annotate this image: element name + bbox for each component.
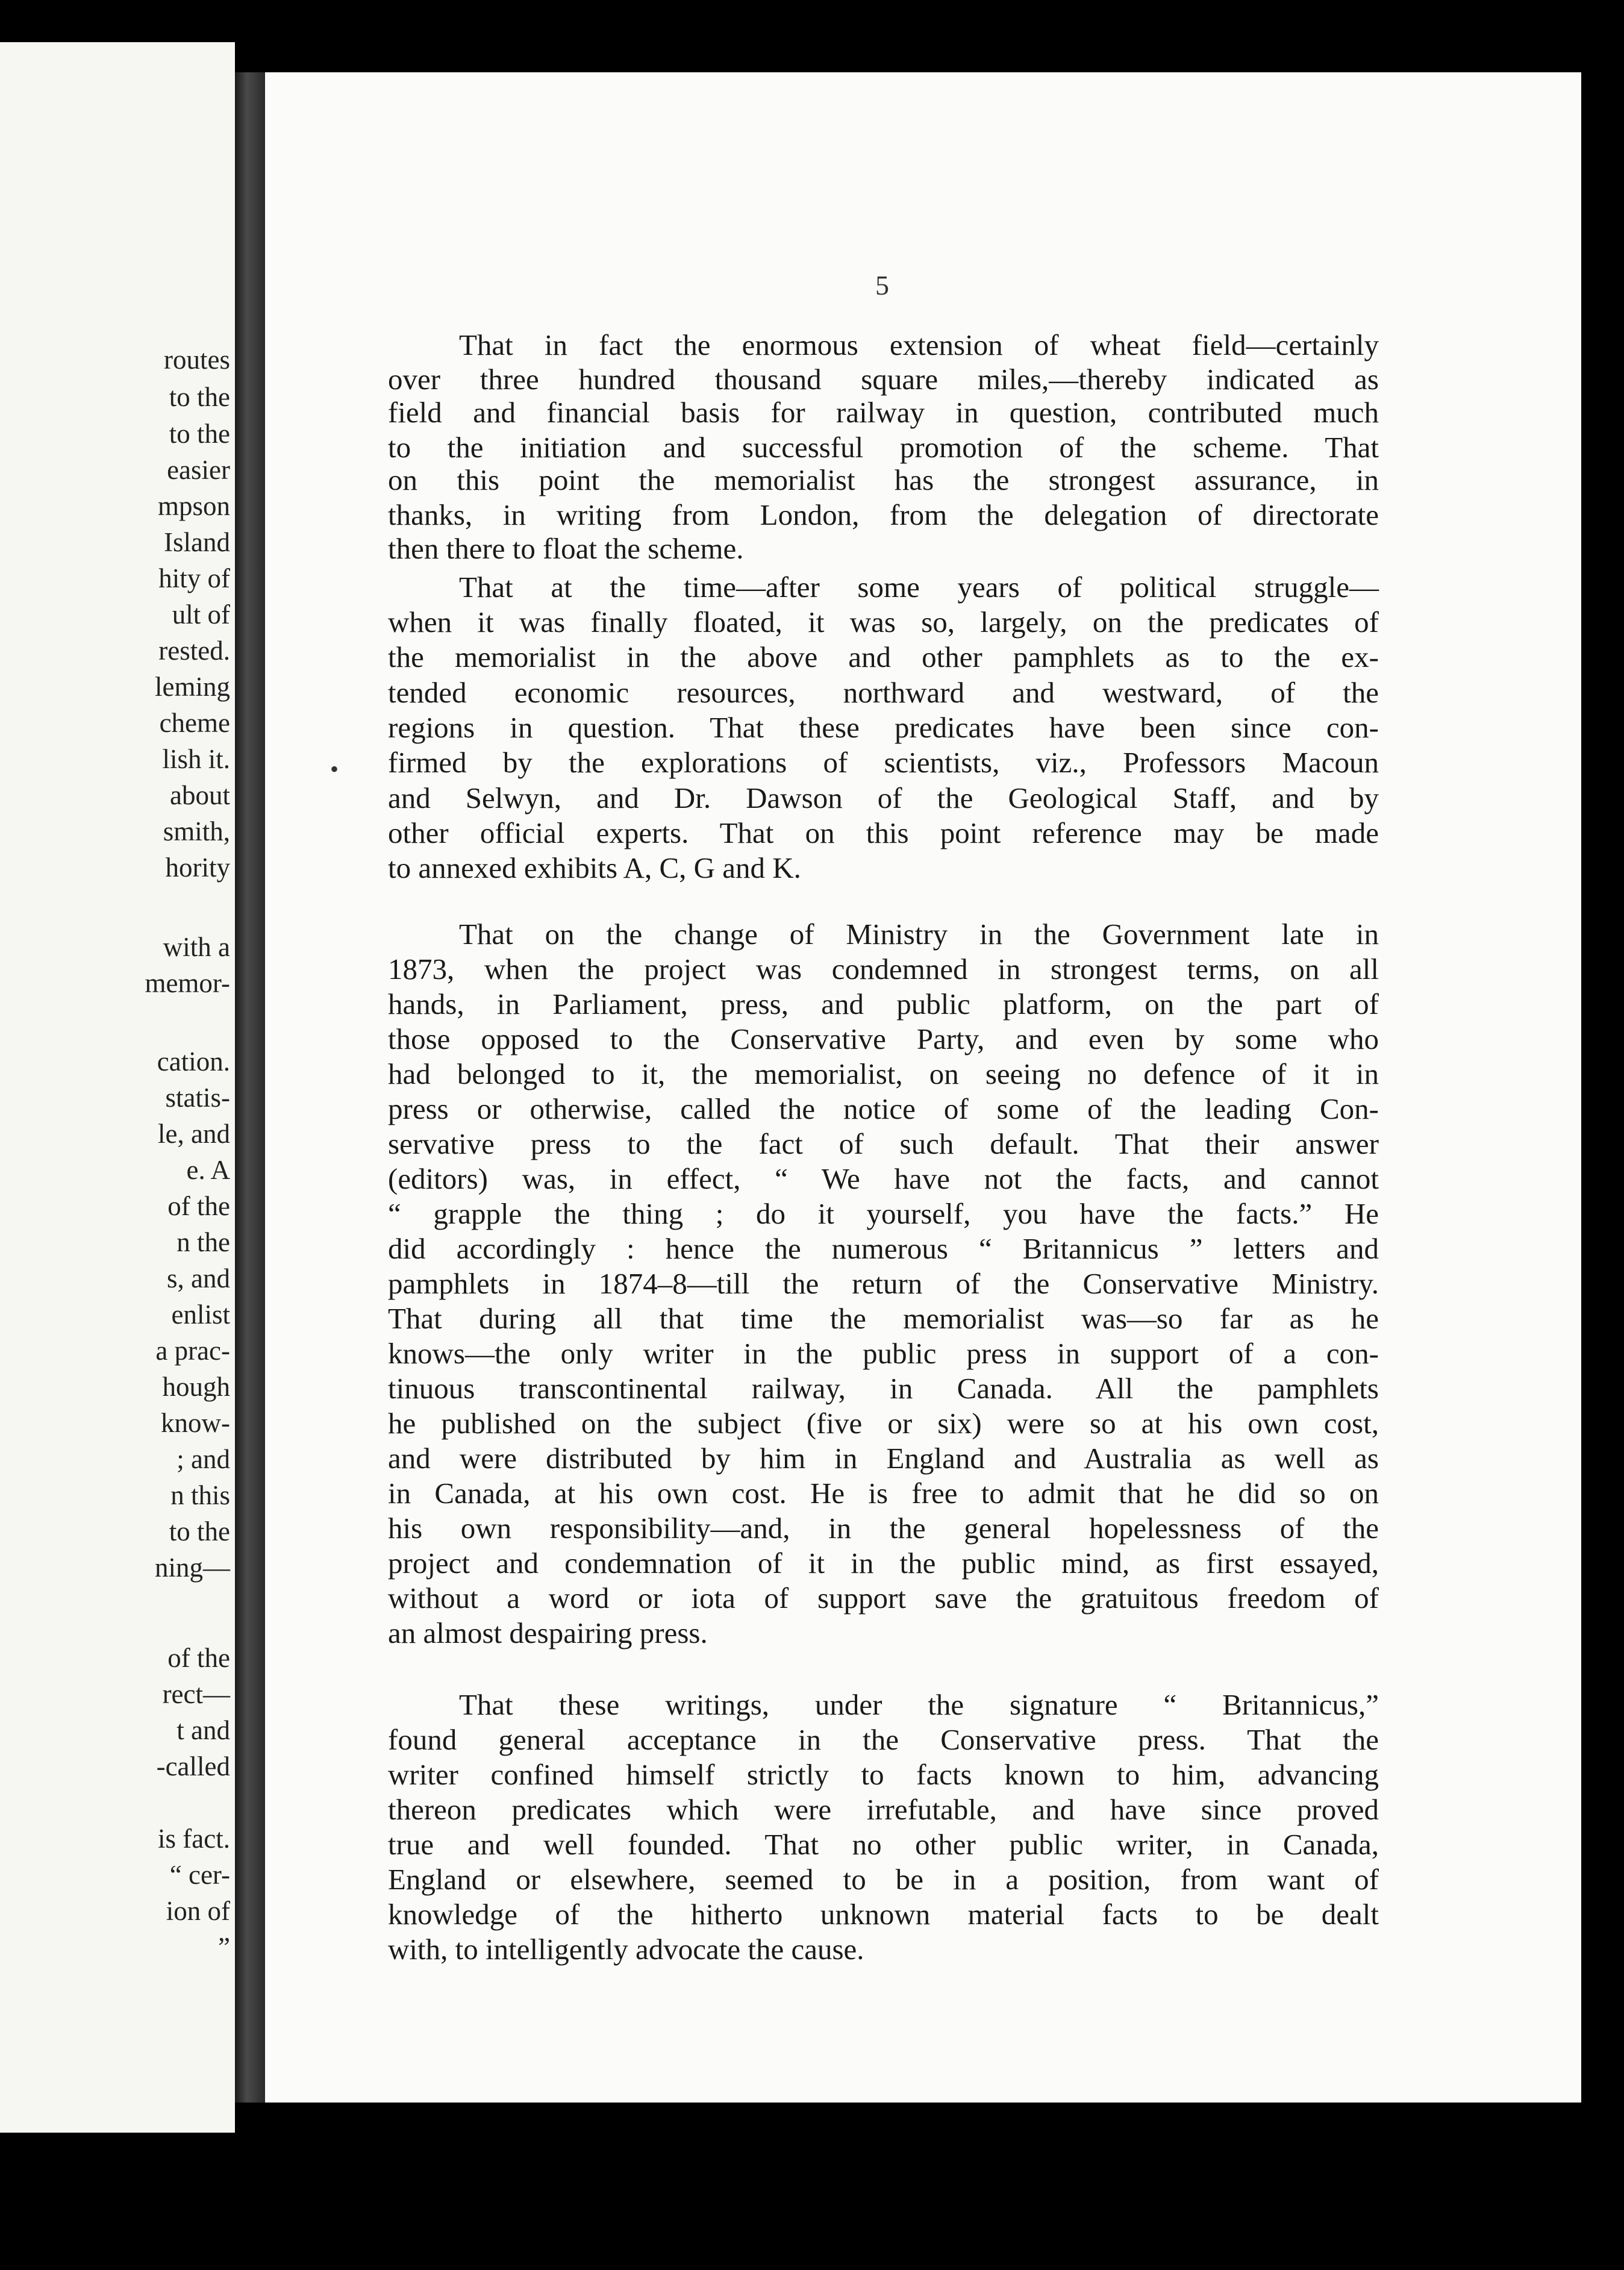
left-line: statis- <box>165 1083 230 1113</box>
body-line: had belonged to it, the memorialist, on seeing no defence of it in <box>388 1057 1379 1090</box>
page-number: 5 <box>875 270 889 301</box>
body-line: thanks, in writing from London, from the delegation of directorate <box>388 498 1379 531</box>
body-line: the memorialist in the above and other pamphlets as to the ex- <box>388 640 1379 674</box>
left-line: routes <box>164 345 230 375</box>
body-line: That on the change of Ministry in the Government late in <box>459 918 1379 951</box>
body-line: other official experts. That on this point reference may be made <box>388 816 1379 849</box>
left-line: ning— <box>154 1552 230 1583</box>
left-line: hority <box>165 852 230 883</box>
left-line: -called <box>156 1751 230 1781</box>
body-line: pamphlets in 1874–8—till the return of the Conservative Ministry. <box>388 1267 1379 1300</box>
left-line: ; and <box>176 1444 230 1474</box>
left-line: n the <box>176 1227 230 1257</box>
left-line: t and <box>176 1715 230 1745</box>
left-line: is fact. <box>158 1824 230 1854</box>
body-line: did accordingly : hence the numerous “ Britannicus ” letters and <box>388 1232 1379 1265</box>
body-line: That during all that time the memorialist was—so far as he <box>388 1302 1379 1335</box>
body-line: knows—the only writer in the public press in support of a con- <box>388 1337 1379 1370</box>
body-line: and were distributed by him in England and Australia as well as <box>388 1442 1379 1475</box>
left-line: ” <box>218 1932 230 1962</box>
left-line: with a <box>163 932 230 962</box>
body-line: and Selwyn, and Dr. Dawson of the Geological Staff, and by <box>388 781 1379 815</box>
left-line: easier <box>167 455 230 485</box>
body-line: without a word or iota of support save the gratuitous freedom of <box>388 1581 1379 1615</box>
left-line: of the <box>167 1191 230 1221</box>
body-line: his own responsibility—and, in the general hopelessness of the <box>388 1512 1379 1545</box>
body-line: tended economic resources, northward and westward, of the <box>388 676 1379 709</box>
body-line: over three hundred thousand square miles,—thereby indicated as <box>388 363 1379 396</box>
body-line: tinuous transcontinental railway, in Canada. All the pamphlets <box>388 1372 1379 1405</box>
left-line: ion of <box>166 1896 230 1926</box>
body-line: with, to intelligently advocate the cause. <box>388 1933 864 1966</box>
body-line: England or elsewhere, seemed to be in a position, from want of <box>388 1863 1379 1896</box>
left-line: rested. <box>158 636 230 666</box>
left-line: a prac- <box>155 1336 230 1366</box>
left-line: ult of <box>172 599 230 630</box>
left-line: know- <box>161 1408 230 1438</box>
left-line: cation. <box>157 1046 230 1077</box>
left-line: of the <box>167 1643 230 1673</box>
body-line: in Canada, at his own cost. He is free to admit that he did so on <box>388 1477 1379 1510</box>
left-line: e. A <box>186 1155 230 1185</box>
left-line: cheme <box>159 708 230 738</box>
body-line: That these writings, under the signature “ Britannicus,” <box>459 1688 1379 1721</box>
left-line: lish it. <box>162 744 230 774</box>
left-line: Island <box>164 527 230 557</box>
body-line: regions in question. That these predicates have been since con- <box>388 711 1379 744</box>
left-line: leming <box>155 672 230 702</box>
body-line: field and financial basis for railway in question, contributed much <box>388 396 1379 429</box>
body-line: knowledge of the hitherto unknown material facts to be dealt <box>388 1898 1379 1931</box>
body-line: he published on the subject (five or six) were so at his own cost, <box>388 1407 1379 1440</box>
body-line: press or otherwise, called the notice of some of the leading Con- <box>388 1092 1379 1125</box>
left-line: to the <box>169 382 230 412</box>
left-line: s, and <box>167 1263 230 1293</box>
left-line: mpson <box>157 491 230 521</box>
body-line: found general acceptance in the Conservative press. That the <box>388 1723 1379 1756</box>
body-line: That in fact the enormous extension of wheat field—certainly <box>459 328 1379 361</box>
body-line: thereon predicates which were irrefutable, and have since proved <box>388 1793 1379 1826</box>
body-line: then there to float the scheme. <box>388 532 744 565</box>
left-line: to the <box>169 1516 230 1546</box>
left-line: to the <box>169 419 230 449</box>
left-line: le, and <box>158 1119 230 1149</box>
left-line: enlist <box>171 1299 230 1330</box>
left-line: memor- <box>145 968 230 998</box>
body-line: (editors) was, in effect, “ We have not the facts, and cannot <box>388 1162 1379 1195</box>
left-line: n this <box>170 1480 230 1510</box>
body-line: hands, in Parliament, press, and public platform, on the part of <box>388 987 1379 1021</box>
body-line: 1873, when the project was condemned in strongest terms, on all <box>388 952 1379 986</box>
body-line: to the initiation and successful promotion of the scheme. That <box>388 431 1379 464</box>
book-spine-shadow <box>235 72 265 2103</box>
body-line: That at the time—after some years of political struggle— <box>459 571 1379 604</box>
left-line: “ cer- <box>169 1860 230 1890</box>
left-line: about <box>170 780 230 810</box>
body-line: project and condemnation of it in the public mind, as first essayed, <box>388 1546 1379 1580</box>
body-line: to annexed exhibits A, C, G and K. <box>388 851 801 884</box>
body-line: firmed by the explorations of scientists, viz., Professors Macoun <box>388 746 1379 779</box>
left-page-fragment <box>0 42 235 2133</box>
body-line: writer confined himself strictly to facts known to him, advancing <box>388 1758 1379 1791</box>
stray-ink-mark: • <box>330 755 339 783</box>
body-line: “ grapple the thing ; do it yourself, you have the facts.” He <box>388 1197 1379 1230</box>
body-line: on this point the memorialist has the strongest assurance, in <box>388 463 1379 496</box>
left-line: hough <box>162 1372 230 1402</box>
body-line: true and well founded. That no other public writer, in Canada, <box>388 1828 1379 1861</box>
body-line: an almost despairing press. <box>388 1616 708 1649</box>
left-line: rect— <box>162 1679 230 1709</box>
left-line: hity of <box>158 563 230 593</box>
body-line: those opposed to the Conservative Party, and even by some who <box>388 1022 1379 1055</box>
left-line: smith, <box>163 816 230 846</box>
body-line: servative press to the fact of such default. That their answer <box>388 1127 1379 1160</box>
body-line: when it was finally floated, it was so, largely, on the predicates of <box>388 605 1379 639</box>
